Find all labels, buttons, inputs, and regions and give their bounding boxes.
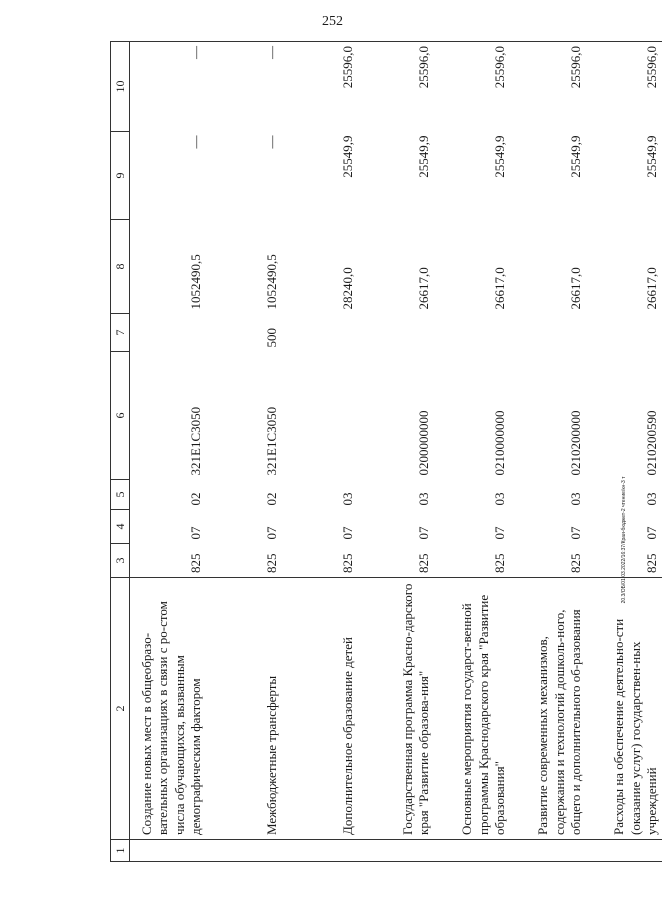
cell-ministry: 825 [567, 553, 583, 573]
table-row [130, 42, 207, 862]
table-row [206, 42, 282, 862]
column-header: 3 [111, 544, 130, 578]
cell-target-article: 0210000000 [491, 410, 507, 476]
row-description: Межбюджетные трансферты [206, 578, 282, 840]
column-header: 7 [111, 314, 130, 352]
column-header: 1 [111, 840, 130, 862]
cell-amount-col8: 1052490,5 [187, 254, 203, 310]
cell-amount-col8: 26617,0 [491, 267, 507, 310]
cell-ministry: 825 [491, 553, 507, 573]
cell-subsection: 03 [491, 492, 507, 506]
cell-expense-type [586, 314, 662, 352]
cell-amount-col9: 25549,9 [643, 135, 659, 178]
column-header: 6 [111, 352, 130, 480]
cell-amount-col10: 25596,0 [434, 42, 510, 132]
cell-target-article: 0210200590 [643, 410, 659, 476]
cell-amount-col9: 25549,9 [491, 135, 507, 178]
cell-ministry: 825 [263, 553, 279, 573]
cell-expense-type [434, 314, 510, 352]
cell-amount-col8: 26617,0 [415, 267, 431, 310]
table-row [358, 42, 434, 862]
cell-ministry: 825 [339, 553, 355, 573]
table-row [510, 42, 586, 862]
cell-target-article: 0210200000 [567, 410, 583, 476]
cell-amount-col10: 25596,0 [358, 42, 434, 132]
cell-amount-col8: 26617,0 [643, 267, 659, 310]
cell-section: 07 [567, 526, 583, 540]
cell-amount-col10: 25596,0 [510, 42, 586, 132]
cell-subsection: 02 [187, 492, 203, 506]
cell-amount-col9: 25549,9 [567, 135, 583, 178]
cell-amount-col10: — [130, 42, 207, 132]
cell-target-article: 321E1С3050 [263, 406, 279, 476]
cell-subsection: 03 [339, 492, 355, 506]
cell-section: 07 [491, 526, 507, 540]
column-header: 8 [111, 220, 130, 314]
cell-amount-col8: 26617,0 [567, 267, 583, 310]
cell-subsection: 03 [415, 492, 431, 506]
cell-section: 07 [643, 526, 659, 540]
row-description: Дополнительное образование детей [282, 578, 358, 840]
cell-ministry: 825 [415, 553, 431, 573]
column-header: 4 [111, 510, 130, 544]
cell-section: 07 [263, 526, 279, 540]
row-description: Развитие современных механизмов, содержания и технологий дошколь-ного, общего и дополнительного об-разования [510, 578, 586, 840]
footer-text: 20.3/OБ/01.03.2022/16:37/Краи-бюджет-2 чтение/кн-3 т [621, 476, 627, 604]
cell-subsection: 03 [643, 492, 659, 506]
cell-amount-col8: 1052490,5 [263, 254, 279, 310]
column-number-header [111, 42, 130, 862]
page-number: 252 [322, 14, 343, 29]
cell-amount-col10: 25596,0 [282, 42, 358, 132]
row-description: Создание новых мест в общеобразо-вательных организациях в связи с ро-стом числа обучающихся, вызванным демографическим фактором [130, 578, 207, 840]
cell-section: 07 [339, 526, 355, 540]
column-header: 2 [111, 578, 130, 840]
cell-ministry: 825 [643, 553, 659, 573]
cell-target-article [282, 352, 358, 480]
column-header: 10 [111, 42, 130, 132]
cell-subsection: 03 [567, 492, 583, 506]
cell-amount-col8: 28240,0 [339, 267, 355, 310]
cell-amount-col10: — [206, 42, 282, 132]
cell-amount-col9: — [187, 135, 203, 149]
cell-ministry: 825 [187, 553, 203, 573]
table-row [434, 42, 510, 862]
cell-target-article: 321E1С3050 [187, 406, 203, 476]
row-description: Расходы на обеспечение деятельно-сти (оказание услуг) государствен-ных учреждений [586, 578, 662, 840]
cell-section: 07 [415, 526, 431, 540]
table-row [586, 42, 662, 862]
row-description: Государственная программа Красно-дарского края "Развитие образова-ния" [358, 578, 434, 840]
cell-expense-type: 500 [263, 328, 279, 348]
column-header: 9 [111, 132, 130, 220]
cell-amount-col10: 25596,0 [586, 42, 662, 132]
budget-table [110, 41, 662, 862]
cell-amount-col9: — [263, 135, 279, 149]
column-header: 5 [111, 480, 130, 510]
table-row [282, 42, 358, 862]
cell-amount-col9: 25549,9 [415, 135, 431, 178]
cell-section: 07 [187, 526, 203, 540]
cell-expense-type [282, 314, 358, 352]
row-description: Основные мероприятия государст-венной программы Краснодарского края "Развитие образования" [434, 578, 510, 840]
cell-expense-type [358, 314, 434, 352]
cell-expense-type [130, 314, 207, 352]
cell-amount-col9: 25549,9 [339, 135, 355, 178]
cell-expense-type [510, 314, 586, 352]
cell-target-article: 0200000000 [415, 410, 431, 476]
cell-subsection: 02 [263, 492, 279, 506]
